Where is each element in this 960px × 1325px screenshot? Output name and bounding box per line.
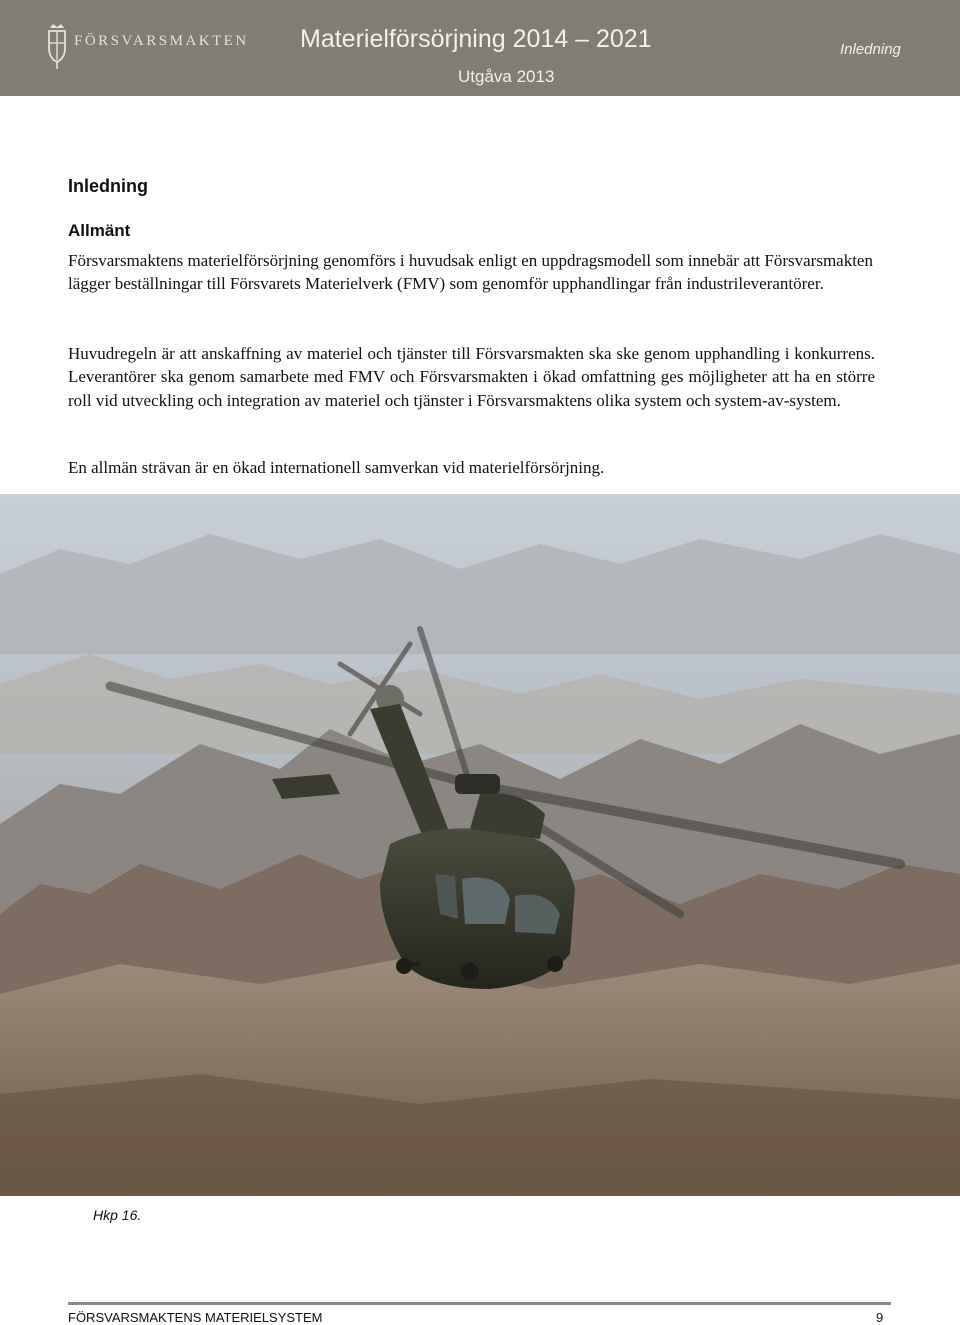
sub-heading: Allmänt bbox=[68, 221, 131, 240]
publication-name: FÖRSVARSMAKTENS MATERIELSYSTEM bbox=[68, 1310, 323, 1325]
figure-caption: Hkp 16. bbox=[93, 1207, 142, 1223]
helicopter-photo bbox=[0, 494, 960, 1196]
helicopter-illustration bbox=[0, 494, 960, 1196]
crest-icon bbox=[46, 22, 68, 70]
page-header bbox=[0, 0, 960, 96]
page-heading: Inledning bbox=[68, 176, 148, 196]
page-number: 9 bbox=[876, 1310, 884, 1325]
document-title: Materielförsörjning 2014 – 2021 bbox=[300, 25, 652, 53]
paragraph: Huvudregeln är att anskaffning av materiel och tjänster till Försvarsmakten ska ske genom upphandling i konkurrens. Leverantörer ska genom samarbete med FMV och Försvarsmakten i ökad omfattning ges möjligheter att ha en större roll vid utveckling och integration av materiel och tjänster i Försvarsmaktens olika system och system-av-system. bbox=[68, 344, 875, 410]
forsvarsmakten-logo bbox=[46, 20, 249, 72]
edition-label: Utgåva 2013 bbox=[458, 67, 555, 86]
footer-divider bbox=[68, 1302, 891, 1305]
section-tag: Inledning bbox=[840, 41, 901, 58]
paragraph: En allmän strävan är en ökad internationell samverkan vid materielförsörjning. bbox=[68, 458, 605, 477]
brand-name: FÖRSVARSMAKTEN bbox=[74, 32, 249, 49]
paragraph: Försvarsmaktens materielförsörjning genomförs i huvudsak enligt en uppdragsmodell som innebär att Försvarsmakten lägger beställningar till Försvarets Materielverk (FMV) som genomför upphandlingar från industrileverantörer. bbox=[68, 251, 873, 294]
